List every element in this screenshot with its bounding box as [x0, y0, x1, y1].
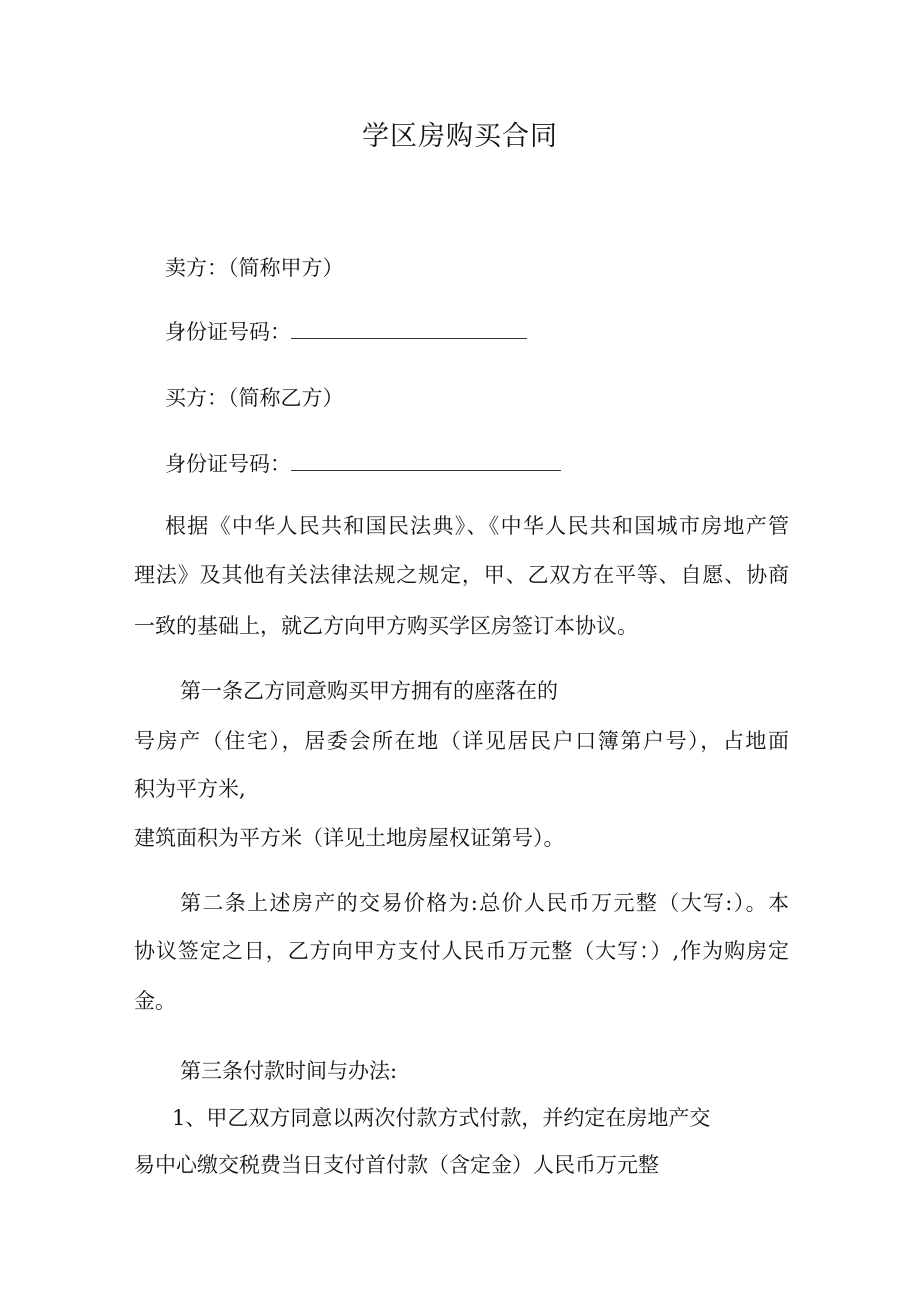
preamble-line: 一致的基础上，就乙方向甲方购买学区房签订本协议。 [134, 614, 638, 638]
article-3-heading: 第三条付款时间与办法: [180, 1059, 398, 1083]
buyer-label: 买方：（简称乙方） [165, 386, 344, 410]
article-3-line: 1、甲乙双方同意以两次付款方式付款，并约定在房地产交 [172, 1106, 711, 1130]
seller-id-blank [291, 318, 527, 339]
buyer-id-label: 身份证号码： [165, 452, 291, 476]
article-1-line: 第一条乙方同意购买甲方拥有的座落在的 [180, 679, 558, 703]
preamble-line: 根据《中华人民共和国民法典》、《中华人民共和国城市房地产管 [165, 514, 789, 538]
preamble-line: 理法》及其他有关法律法规之规定，甲、乙双方在平等、自愿、协商 [134, 563, 789, 587]
article-1-line: 号房产（住宅），居委会所在地（详见居民户口簿第户号），占地面 [134, 729, 789, 753]
seller-id-row [165, 318, 527, 346]
article-1-line: 建筑面积为平方米（详见土地房屋权证第号）。 [134, 826, 565, 850]
document-title: 学区房购买合同 [362, 121, 558, 152]
article-2-line: 协议签定之日，乙方向甲方支付人民币万元整（大写：）,作为购房定 [134, 939, 789, 963]
buyer-id-blank [291, 450, 561, 471]
buyer-id-row [165, 450, 561, 478]
article-3-line: 易中心缴交税费当日支付首付款（含定金）人民币万元整 [134, 1153, 659, 1177]
article-2-line: 第二条上述房产的交易价格为:总价人民币万元整（大写:）。本 [180, 891, 789, 915]
seller-label: 卖方：（简称甲方） [165, 256, 344, 280]
article-2-line: 金。 [134, 989, 176, 1013]
seller-id-label: 身份证号码： [165, 320, 291, 344]
article-1-line: 积为平方米, [134, 777, 246, 801]
